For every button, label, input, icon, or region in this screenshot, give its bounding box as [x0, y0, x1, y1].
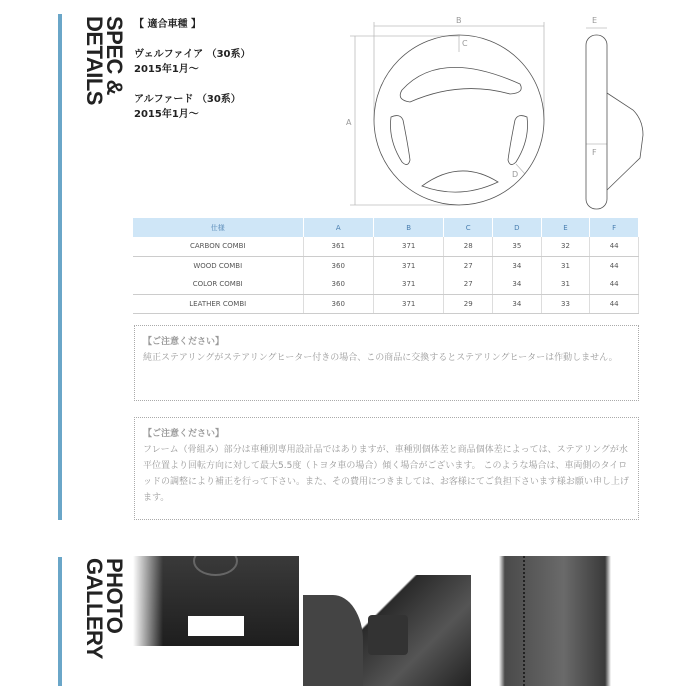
col-header: E	[541, 218, 590, 237]
cell-value: 31	[541, 275, 590, 294]
cell-value: 31	[541, 256, 590, 275]
label-e: E	[592, 16, 598, 25]
cell-spec-name: LEATHER COMBI	[133, 294, 303, 313]
col-header: F	[590, 218, 639, 237]
cell-value: 360	[303, 294, 373, 313]
notice-box-heater	[134, 325, 639, 401]
cell-value: 35	[493, 237, 542, 256]
vehicle-2: アルファード （30系） 2015年1月～	[134, 94, 241, 120]
spec-details-title: SPEC & DETAILS	[82, 16, 127, 105]
cell-value: 32	[541, 237, 590, 256]
col-header: B	[373, 218, 443, 237]
notice-heading: 【ご注意ください】	[143, 337, 225, 347]
fitment-heading: 【 適合車種 】	[134, 19, 201, 30]
notice-heading: 【ご注意ください】	[143, 429, 225, 439]
cell-value: 33	[541, 294, 590, 313]
cell-spec-name: WOOD COMBI	[133, 256, 303, 275]
col-header: 仕様	[133, 218, 303, 237]
section-accent-bar	[58, 557, 62, 686]
cell-spec-name: COLOR COMBI	[133, 275, 303, 294]
col-header: A	[303, 218, 373, 237]
cell-value: 29	[444, 294, 493, 313]
cell-value: 44	[590, 294, 639, 313]
cell-value: 44	[590, 237, 639, 256]
label-b: B	[456, 16, 462, 25]
cell-value: 361	[303, 237, 373, 256]
cell-value: 28	[444, 237, 493, 256]
cell-value: 371	[373, 294, 443, 313]
cell-value: 371	[373, 237, 443, 256]
cell-value: 371	[373, 275, 443, 294]
label-c: C	[462, 39, 468, 48]
table-row	[133, 294, 639, 313]
label-f: F	[592, 148, 597, 157]
table-header-row	[133, 218, 639, 237]
cell-value: 371	[373, 256, 443, 275]
table-row	[133, 256, 639, 275]
label-d: D	[512, 170, 519, 179]
cell-spec-name: CARBON COMBI	[133, 237, 303, 256]
cell-value: 360	[303, 256, 373, 275]
table-row	[133, 237, 639, 256]
col-header: C	[444, 218, 493, 237]
notice-box-frame	[134, 417, 639, 520]
cell-value: 34	[493, 294, 542, 313]
cell-value: 34	[493, 275, 542, 294]
col-header: D	[493, 218, 542, 237]
cell-value: 34	[493, 256, 542, 275]
section-accent-bar	[58, 14, 62, 520]
gallery-photo-stitching[interactable]	[493, 556, 611, 686]
label-a: A	[346, 118, 352, 127]
photo-gallery-title: PHOTO GALLERY	[82, 558, 127, 659]
cell-value: 27	[444, 256, 493, 275]
table-row	[133, 275, 639, 294]
gallery-photo-switches[interactable]	[303, 575, 471, 686]
cell-value: 44	[590, 275, 639, 294]
spec-table	[133, 218, 639, 314]
steering-wheel-dimension-diagram	[330, 10, 660, 210]
notice-text: 純正ステアリングがステアリングヒーター付きの場合、この商品に交換するとステアリングヒーターは作動しません。	[143, 353, 618, 363]
notice-text: フレーム（骨組み）部分は車種別専用設計品ではありますが、車種別個体差と商品個体差によっては、ステアリングが水平位置より回転方向に対して最大5.5度（トヨタ車の場合）傾く場合がございます。 このような場合は、車両側のタイロッドの調整により補正を行って下さい。また、その費用につきましては、お客様にてご負担下さいます様お願い申し上げます。	[143, 445, 629, 503]
cell-value: 44	[590, 256, 639, 275]
cell-value: 27	[444, 275, 493, 294]
vehicle-1: ヴェルファイア （30系） 2015年1月～	[134, 49, 251, 75]
fitment-info	[134, 17, 251, 137]
cell-value: 360	[303, 275, 373, 294]
gallery-photo-front[interactable]	[133, 556, 299, 646]
